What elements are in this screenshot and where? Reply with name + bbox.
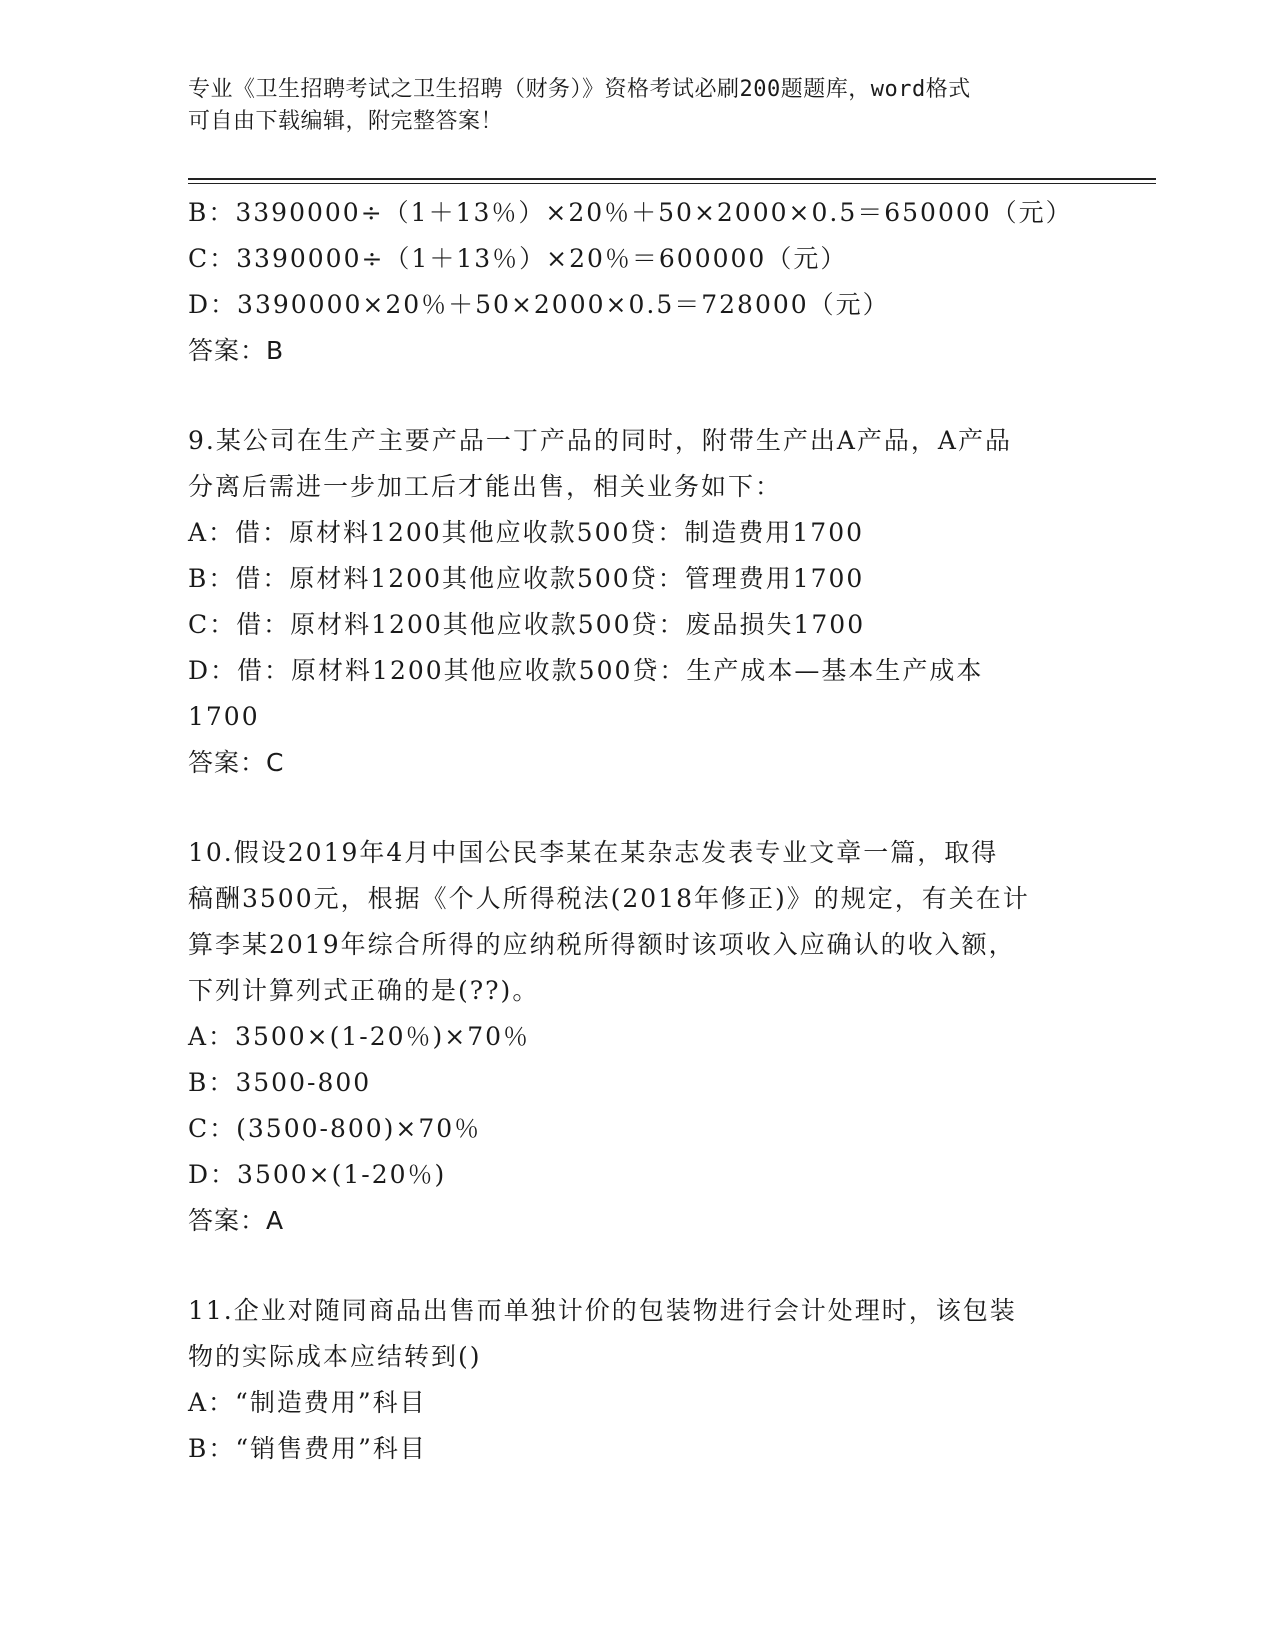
option-c: C：3390000÷（1＋13％）×20％＝600000（元） bbox=[188, 244, 848, 273]
header-line-2: 可自由下载编辑，附完整答案！ bbox=[188, 109, 504, 134]
answer: 答案：C bbox=[188, 748, 285, 777]
header-line-1: 专业《卫生招聘考试之卫生招聘（财务）》资格考试必刷200题题库，word格式 bbox=[188, 77, 971, 102]
option-b: B：“销售费用”科目 bbox=[188, 1434, 427, 1463]
question-11-block bbox=[188, 1288, 1088, 1472]
question-text: 下列计算列式正确的是(??)。 bbox=[188, 976, 540, 1005]
question-9-block bbox=[188, 418, 1088, 786]
question-text: 10.假设2019年4月中国公民李某在某杂志发表专业文章一篇，取得 bbox=[188, 838, 999, 867]
question-text: 9.某公司在生产主要产品一丁产品的同时，附带生产出A产品，A产品 bbox=[188, 426, 1012, 455]
spacer bbox=[188, 1244, 1088, 1288]
document-body bbox=[188, 190, 1088, 1472]
question-text: 11.企业对随同商品出售而单独计价的包装物进行会计处理时，该包装 bbox=[188, 1296, 1017, 1325]
option-c: C：(3500-800)×70％ bbox=[188, 1114, 482, 1143]
document-header bbox=[188, 74, 1068, 138]
option-b: B：3390000÷（1＋13％）×20％＋50×2000×0.5＝650000（元） bbox=[188, 198, 1073, 227]
question-text: 物的实际成本应结转到() bbox=[188, 1342, 482, 1371]
option-b: B：借：原材料1200其他应收款500贷：管理费用1700 bbox=[188, 564, 865, 593]
option-b: B：3500-800 bbox=[188, 1068, 372, 1097]
spacer bbox=[188, 374, 1088, 418]
question-10-block bbox=[188, 830, 1088, 1244]
header-divider-thick bbox=[188, 178, 1156, 180]
option-a: A：“制造费用”科目 bbox=[188, 1388, 427, 1417]
answer: 答案：A bbox=[188, 1206, 285, 1235]
option-a: A：3500×(1-20％)×70％ bbox=[188, 1022, 531, 1051]
option-a: A：借：原材料1200其他应收款500贷：制造费用1700 bbox=[188, 518, 865, 547]
answer: 答案：B bbox=[188, 336, 285, 365]
question-text: 算李某2019年综合所得的应纳税所得额时该项收入应确认的收入额， bbox=[188, 930, 1016, 959]
spacer bbox=[188, 786, 1088, 830]
option-c: C：借：原材料1200其他应收款500贷：废品损失1700 bbox=[188, 610, 866, 639]
option-d: D：借：原材料1200其他应收款500贷：生产成本—基本生产成本 bbox=[188, 656, 984, 685]
option-d: D：3390000×20％＋50×2000×0.5＝728000（元） bbox=[188, 290, 890, 319]
option-d: D：3500×(1-20％) bbox=[188, 1160, 447, 1189]
question-text: 稿酬3500元，根据《个人所得税法(2018年修正)》的规定，有关在计 bbox=[188, 884, 1030, 913]
header-divider-thin bbox=[188, 183, 1156, 184]
question-8-block bbox=[188, 190, 1088, 374]
option-d-continued: 1700 bbox=[188, 702, 260, 731]
question-text: 分离后需进一步加工后才能出售，相关业务如下： bbox=[188, 472, 783, 501]
